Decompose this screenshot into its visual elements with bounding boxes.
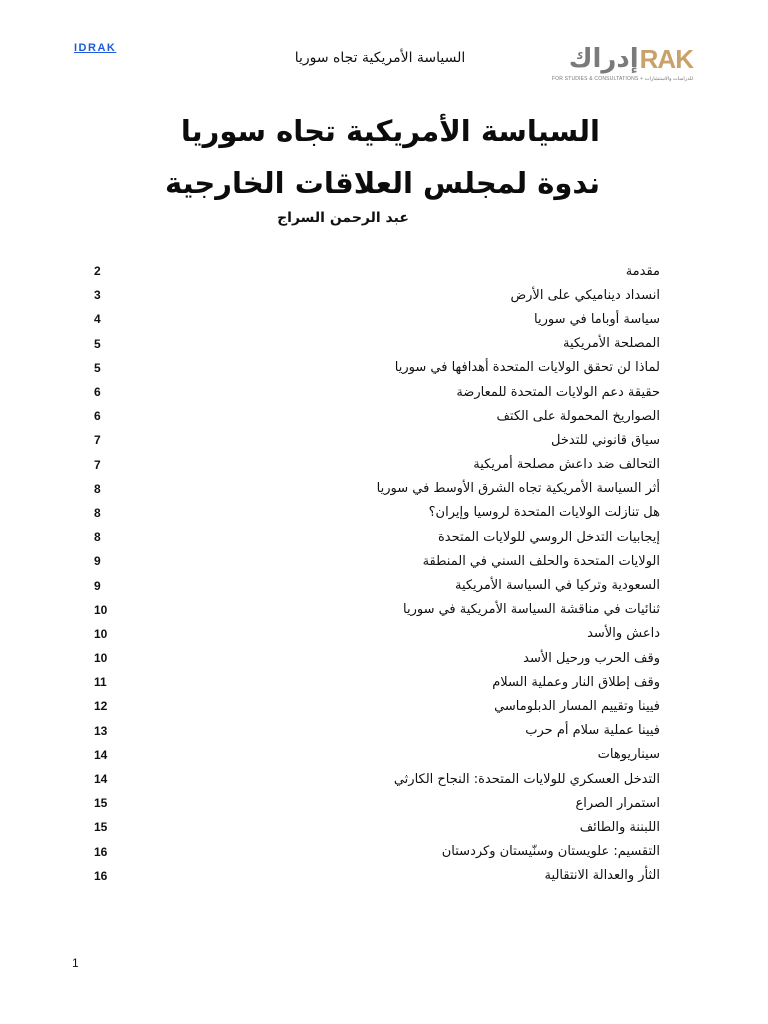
toc-page-number: 10 bbox=[94, 602, 108, 617]
toc-entry[interactable] bbox=[94, 815, 660, 839]
toc-page-number: 2 bbox=[94, 264, 101, 279]
toc-entry[interactable] bbox=[94, 767, 660, 791]
toc-page-number: 16 bbox=[94, 868, 108, 883]
toc-page-number: 7 bbox=[94, 457, 101, 472]
toc-entry[interactable] bbox=[94, 453, 660, 477]
toc-entry[interactable] bbox=[94, 864, 660, 888]
toc-entry-title: الصواريخ المحمولة على الكتف bbox=[496, 408, 660, 424]
toc-entry[interactable] bbox=[94, 307, 660, 331]
toc-entry-title: انسداد ديناميكي على الأرض bbox=[510, 287, 660, 303]
toc-entry[interactable] bbox=[94, 840, 660, 864]
toc-page-number: 5 bbox=[94, 360, 101, 375]
toc-entry-title: فيينا وتقييم المسار الدبلوماسي bbox=[494, 698, 660, 714]
running-header-title: السياسة الأمريكية تجاه سوريا bbox=[294, 50, 466, 66]
toc-entry-title: السعودية وتركيا في السياسة الأمريكية bbox=[454, 578, 660, 594]
toc-page-number: 6 bbox=[94, 409, 101, 424]
toc-entry-title: سياق قانوني للتدخل bbox=[551, 432, 660, 448]
toc-page-number: 14 bbox=[94, 747, 108, 762]
toc-entry[interactable] bbox=[94, 549, 660, 573]
toc-entry[interactable] bbox=[94, 525, 660, 549]
toc-entry-title: وقف إطلاق النار وعملية السلام bbox=[492, 674, 660, 690]
logo-wordmark bbox=[569, 44, 693, 74]
toc-entry-title: مقدمة bbox=[625, 263, 660, 279]
toc-entry-title: داعش والأسد bbox=[587, 626, 660, 642]
toc-entry-title: اللبننة والطائف bbox=[579, 819, 660, 835]
toc-page-number: 8 bbox=[94, 530, 101, 545]
toc-page-number: 13 bbox=[94, 723, 108, 738]
toc-entry-title: فيينا عملية سلام أم حرب bbox=[525, 723, 660, 739]
toc-entry[interactable] bbox=[94, 259, 660, 283]
toc-page-number: 16 bbox=[94, 844, 108, 859]
toc-entry[interactable] bbox=[94, 332, 660, 356]
logo-tagline: FOR STUDIES & CONSULTATIONS + للدراسات والاستشارات bbox=[551, 76, 693, 82]
toc-page-number: 7 bbox=[94, 433, 101, 448]
toc-page-number: 12 bbox=[94, 699, 108, 714]
toc-page-number: 14 bbox=[94, 772, 108, 787]
toc-entry-title: أثر السياسة الأمريكية تجاه الشرق الأوسط في سوريا bbox=[376, 481, 660, 497]
toc-page-number: 8 bbox=[94, 505, 101, 520]
toc-entry[interactable] bbox=[94, 598, 660, 622]
toc-entry[interactable] bbox=[94, 694, 660, 718]
toc-page-number: 8 bbox=[94, 481, 101, 496]
toc-page-number: 4 bbox=[94, 312, 101, 327]
toc-entry-title: لماذا لن تحقق الولايات المتحدة أهدافها في سوريا bbox=[394, 360, 660, 376]
logo-latin-text: RAK bbox=[639, 44, 693, 74]
toc-entry[interactable] bbox=[94, 501, 660, 525]
logo-arabic-text: إدراك bbox=[568, 44, 639, 74]
toc-entry-title: التقسيم: علويستان وسنّيستان وكردستان bbox=[441, 844, 660, 860]
toc-entry[interactable] bbox=[94, 356, 660, 380]
table-of-contents bbox=[94, 259, 660, 888]
toc-entry[interactable] bbox=[94, 283, 660, 307]
toc-entry[interactable] bbox=[94, 573, 660, 597]
toc-page-number: 15 bbox=[94, 796, 108, 811]
toc-page-number: 15 bbox=[94, 820, 108, 835]
toc-page-number: 11 bbox=[94, 675, 107, 690]
toc-entry[interactable] bbox=[94, 404, 660, 428]
toc-entry-title: سياسة أوباما في سوريا bbox=[534, 311, 660, 327]
toc-entry[interactable] bbox=[94, 646, 660, 670]
toc-entry-title: استمرار الصراع bbox=[575, 795, 660, 811]
author-name: عبد الرحمن السراج bbox=[277, 210, 409, 226]
toc-page-number: 5 bbox=[94, 336, 101, 351]
toc-entry-title: وقف الحرب ورحيل الأسد bbox=[523, 650, 660, 666]
toc-entry[interactable] bbox=[94, 622, 660, 646]
toc-entry-title: التدخل العسكري للولايات المتحدة: النجاح الكارثي bbox=[393, 771, 660, 787]
toc-entry[interactable] bbox=[94, 791, 660, 815]
toc-page-number: 6 bbox=[94, 385, 101, 400]
toc-entry-title: هل تنازلت الولايات المتحدة لروسيا وإيران؟ bbox=[428, 505, 660, 521]
toc-entry[interactable] bbox=[94, 477, 660, 501]
toc-entry-title: الثأر والعدالة الانتقالية bbox=[544, 868, 660, 884]
toc-entry[interactable] bbox=[94, 719, 660, 743]
toc-entry-title: ثنائيات في مناقشة السياسة الأمريكية في سوريا bbox=[403, 602, 660, 618]
toc-page-number: 3 bbox=[94, 288, 101, 303]
toc-page-number: 10 bbox=[94, 626, 108, 641]
toc-entry-title: المصلحة الأمريكية bbox=[562, 336, 660, 352]
header-idrak-link[interactable]: IDRAK bbox=[74, 42, 117, 54]
toc-page-number: 10 bbox=[94, 651, 108, 666]
document-subtitle: ندوة لمجلس العلاقات الخارجية bbox=[164, 166, 600, 200]
toc-entry-title: إيجابيات التدخل الروسي للولايات المتحدة bbox=[437, 529, 660, 545]
toc-page-number: 9 bbox=[94, 554, 101, 569]
toc-entry[interactable] bbox=[94, 428, 660, 452]
toc-page-number: 9 bbox=[94, 578, 101, 593]
toc-entry[interactable] bbox=[94, 670, 660, 694]
toc-entry-title: سيناريوهات bbox=[597, 747, 660, 763]
toc-entry-title: الولايات المتحدة والحلف السني في المنطقة bbox=[422, 553, 660, 569]
toc-entry[interactable] bbox=[94, 743, 660, 767]
document-title: السياسة الأمريكية تجاه سوريا bbox=[180, 114, 600, 148]
toc-entry[interactable] bbox=[94, 380, 660, 404]
toc-entry-title: التحالف ضد داعش مصلحة أمريكية bbox=[473, 457, 660, 473]
idrak-logo bbox=[548, 44, 693, 90]
page-number: 1 bbox=[72, 956, 79, 970]
toc-entry-title: حقيقة دعم الولايات المتحدة للمعارضة bbox=[456, 384, 660, 400]
